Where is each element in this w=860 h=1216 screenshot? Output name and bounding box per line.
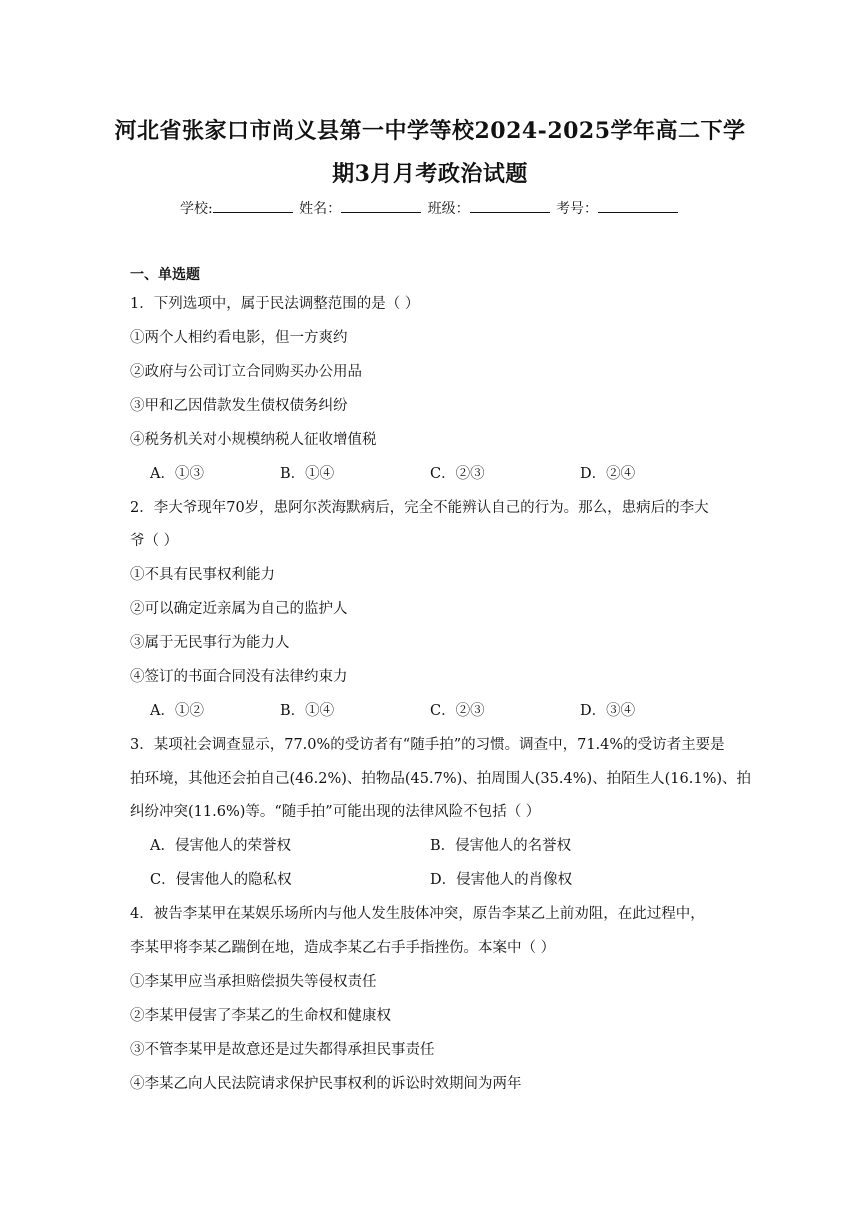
student-info-row <box>0 198 860 218</box>
school-label: 学校: <box>179 201 213 217</box>
q3-stem-cont: 拍环境，其他还会拍自己(46.2%)、拍物品(45.7%)、拍周围人(35.4%)、拍陌生人(16.1%)、拍 <box>130 771 752 787</box>
q1-option-d[interactable]: D．②④ <box>580 466 636 482</box>
q1-item: ④税务机关对小规模纳税人征收增值税 <box>130 432 377 448</box>
q2-option-c[interactable]: C．②③ <box>430 703 485 719</box>
q4-stem: 4．被告李某甲在某娱乐场所内与他人发生肢体冲突，原告李某乙上前劝阻，在此过程中， <box>130 906 705 922</box>
q3-option-a[interactable]: A．侵害他人的荣誉权 <box>150 838 291 854</box>
q1-option-c[interactable]: C．②③ <box>430 466 485 482</box>
q2-stem-cont: 爷（ ） <box>130 533 179 549</box>
q2-item: ③属于无民事行为能力人 <box>130 635 290 651</box>
exam-title-line-1: 河北省张家口市尚义县第一中学等校2024-2025学年高二下学 <box>114 118 746 144</box>
q2-option-b[interactable]: B．①④ <box>280 703 335 719</box>
q2-option-a[interactable]: A．①② <box>150 703 204 719</box>
q2-item: ①不具有民事权利能力 <box>130 567 275 583</box>
section-heading: 一、单选题 <box>130 267 200 283</box>
q1-option-b[interactable]: B．①④ <box>280 466 335 482</box>
q3-option-d[interactable]: D．侵害他人的肖像权 <box>430 872 573 888</box>
q4-item: ②李某甲侵害了李某乙的生命权和健康权 <box>130 1008 391 1024</box>
q1-stem: 1．下列选项中，属于民法调整范围的是（ ） <box>130 296 420 312</box>
q2-stem: 2．李大爷现年70岁，患阿尔茨海默病后，完全不能辨认自己的行为。那么，患病后的李大 <box>130 500 709 516</box>
exam-number-blank[interactable] <box>598 198 678 213</box>
q3-stem: 3．某项社会调查显示，77.0%的受访者有“随手拍”的习惯。调查中，71.4%的受访者主要是 <box>130 737 725 753</box>
q3-option-c[interactable]: C．侵害他人的隐私权 <box>150 872 292 888</box>
q3-stem-cont: 纠纷冲突(11.6%)等。“随手拍”可能出现的法律风险不包括（ ） <box>130 804 541 820</box>
q1-option-a[interactable]: A．①③ <box>150 466 204 482</box>
q1-item: ③甲和乙因借款发生债权债务纠纷 <box>130 398 348 414</box>
q4-item: ①李某甲应当承担赔偿损失等侵权责任 <box>130 974 377 990</box>
exam-title-line-2: 期3月月考政治试题 <box>332 161 528 187</box>
q2-item: ④签订的书面合同没有法律约束力 <box>130 669 348 685</box>
class-blank[interactable] <box>470 198 550 213</box>
q2-item: ②可以确定近亲属为自己的监护人 <box>130 601 348 617</box>
q4-stem-cont: 李某甲将李某乙踹倒在地，造成李某乙右手手指挫伤。本案中（ ） <box>130 940 556 956</box>
exam-number-label: 考号： <box>556 201 599 217</box>
name-blank[interactable] <box>341 198 421 213</box>
q2-option-d[interactable]: D．③④ <box>580 703 636 719</box>
q4-item: ④李某乙向人民法院请求保护民事权利的诉讼时效期间为两年 <box>130 1076 522 1092</box>
school-blank[interactable] <box>213 198 293 213</box>
q4-item: ③不管李某甲是故意还是过失都得承担民事责任 <box>130 1042 435 1058</box>
q3-option-b[interactable]: B．侵害他人的名誉权 <box>430 838 572 854</box>
q1-item: ①两个人相约看电影，但一方爽约 <box>130 330 348 346</box>
q1-item: ②政府与公司订立合同购买办公用品 <box>130 364 362 380</box>
class-label: 班级： <box>427 201 470 217</box>
name-label: 姓名： <box>299 201 342 217</box>
